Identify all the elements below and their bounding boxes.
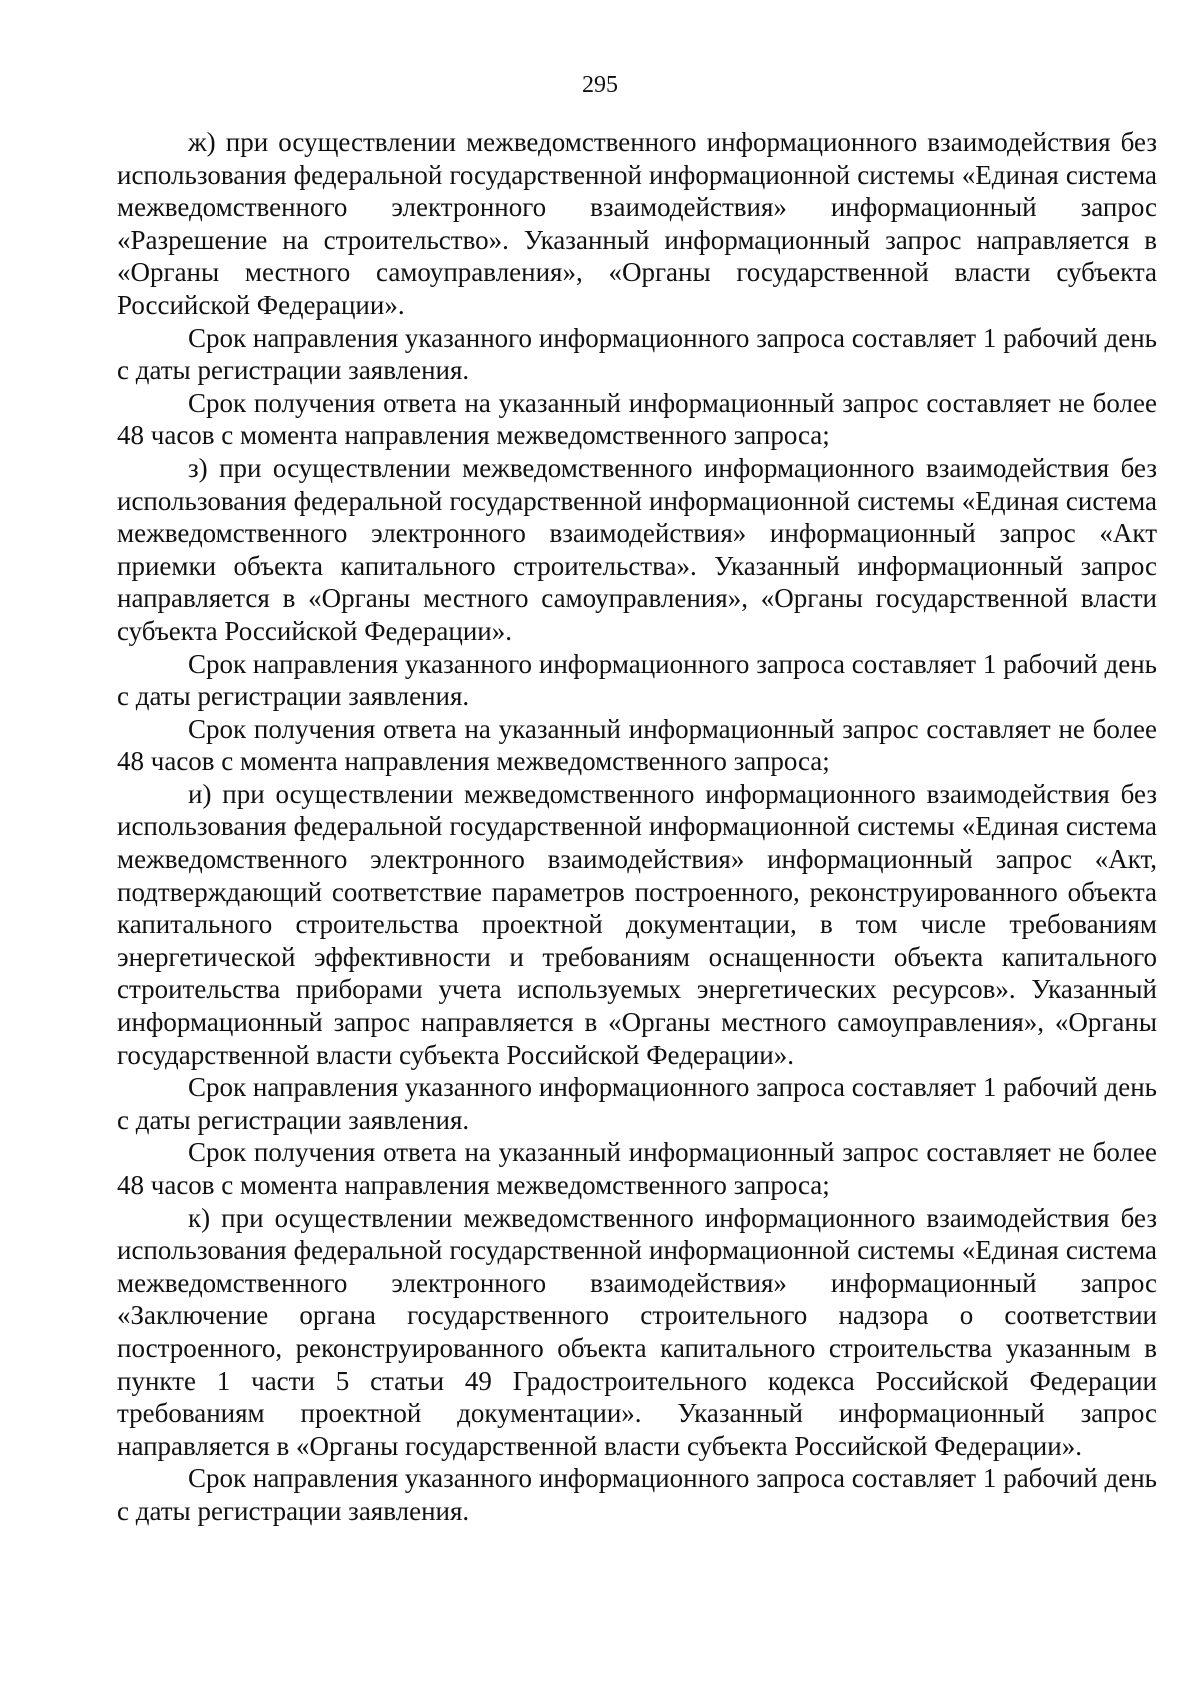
paragraph-zh-clause: ж) при осуществлении межведомственного информационного взаимодействия без использования федеральной государственной информационной системы «Единая система межведомственного электронного взаимодействия» информационный запрос «Разрешение на строительство». Указанный информационный запрос направляется в «Органы местного самоуправления», «Органы государственной власти субъекта Российской Федерации». — [117, 127, 1157, 320]
document-body — [117, 126, 1157, 1528]
paragraph-response-deadline: Срок получения ответа на указанный информационный запрос составляет не более 48 часов с момента направления межведомственного запроса; — [117, 387, 1157, 451]
paragraph-response-deadline: Срок получения ответа на указанный информационный запрос составляет не более 48 часов с момента направления межведомственного запроса; — [117, 713, 1157, 777]
paragraph-z-clause: з) при осуществлении межведомственного информационного взаимодействия без использования федеральной государственной информационной системы «Единая система межведомственного электронного взаимодействия» информационный запрос «Акт приемки объекта капитального строительства». Указанный информационный запрос направляется в «Органы местного самоуправления», «Органы государственной власти субъекта Российской Федерации». — [117, 452, 1157, 646]
paragraph-send-deadline: Срок направления указанного информационного запроса составляет 1 рабочий день с даты регистрации заявления. — [117, 1463, 1157, 1526]
paragraph-response-deadline: Срок получения ответа на указанный информационный запрос составляет не более 48 часов с момента направления межведомственного запроса; — [117, 1137, 1157, 1200]
paragraph-send-deadline: Срок направления указанного информационного запроса составляет 1 рабочий день с даты регистрации заявления. — [117, 322, 1157, 386]
paragraph-i-clause: и) при осуществлении межведомственного информационного взаимодействия без использования федеральной государственной информационной системы «Единая система межведомственного электронного взаимодействия» информационный запрос «Акт, подтверждающий соответствие параметров построенного, реконструированного объекта капитального строительства проектной документации, в том числе требованиям энергетической эффективности и требованиям оснащенности объекта капитального строительства приборами учета используемых энергетических ресурсов». Указанный информационный запрос направляется в «Органы местного самоуправления», «Органы государственной власти субъекта Российской Федерации». — [117, 778, 1157, 1070]
paragraph-k-clause: к) при осуществлении межведомственного информационного взаимодействия без использования федеральной государственной информационной системы «Единая система межведомственного электронного взаимодействия» информационный запрос «Заключение органа государственного строительного надзора о соответствии построенного, реконструированного объекта капитального строительства указанным в пункте 1 части 5 статьи 49 Градостроительного кодекса Российской Федерации требованиям проектной документации». Указанный информационный запрос направляется в «Органы государственной власти субъекта Российской Федерации». — [117, 1202, 1157, 1461]
page-number: 295 — [582, 72, 618, 98]
paragraph-send-deadline: Срок направления указанного информационного запроса составляет 1 рабочий день с даты регистрации заявления. — [117, 648, 1157, 712]
paragraph-send-deadline: Срок направления указанного информационного запроса составляет 1 рабочий день с даты регистрации заявления. — [117, 1072, 1157, 1135]
